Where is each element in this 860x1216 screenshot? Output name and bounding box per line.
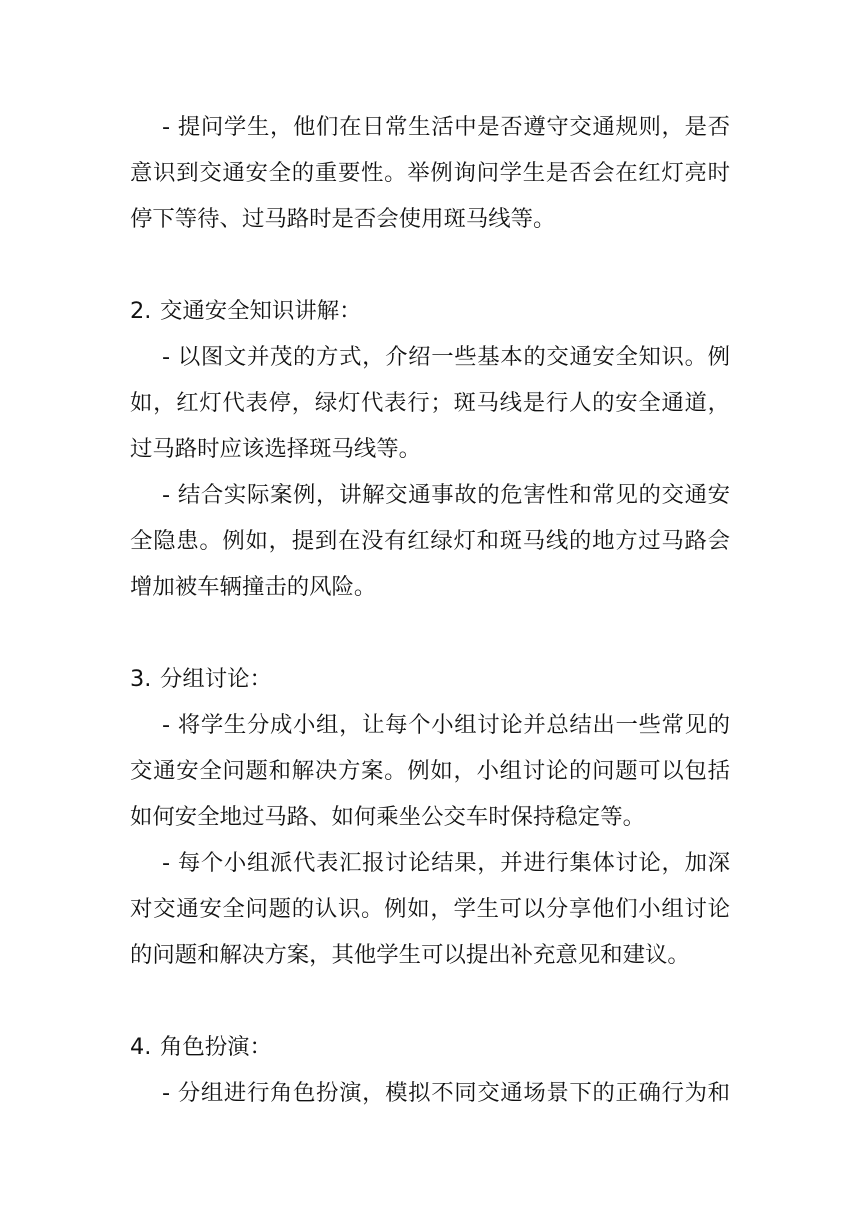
section-number: 2. [130, 298, 152, 324]
paragraph-gap [130, 242, 730, 288]
paragraph-gap [130, 610, 730, 656]
paragraph-line: - 将学生分成小组，让每个小组讨论并总结出一些常见的 [162, 712, 730, 738]
section-title: 角色扮演： [160, 1034, 272, 1060]
section-title: 交通安全知识讲解： [160, 298, 362, 324]
section-heading [130, 288, 730, 334]
paragraph-line: 过马路时应该选择斑马线等。 [130, 436, 422, 462]
paragraph-line: - 提问学生，他们在日常生活中是否遵守交通规则，是否 [162, 114, 730, 140]
paragraph-line: 停下等待、过马路时是否会使用斑马线等。 [130, 206, 556, 232]
section-heading [130, 656, 730, 702]
paragraph-line: - 每个小组派代表汇报讨论结果，并进行集体讨论，加深 [162, 850, 730, 876]
paragraph-line: - 结合实际案例，讲解交通事故的危害性和常见的交通安 [162, 482, 730, 508]
document-page [130, 104, 730, 1116]
paragraph-line: - 分组进行角色扮演，模拟不同交通场景下的正确行为和 [162, 1080, 730, 1106]
paragraph-line: 交通安全问题和解决方案。例如，小组讨论的问题可以包括 [130, 758, 730, 784]
paragraph-line: - 以图文并茂的方式，介绍一些基本的交通安全知识。例 [162, 344, 730, 370]
section-title: 分组讨论： [160, 666, 272, 692]
paragraph-line: 增加被车辆撞击的风险。 [130, 574, 377, 600]
section-number: 4. [130, 1034, 152, 1060]
section-heading [130, 1024, 730, 1070]
paragraph-line: 如，红灯代表停，绿灯代表行；斑马线是行人的安全通道， [130, 390, 730, 416]
paragraph-line: 全隐患。例如，提到在没有红绿灯和斑马线的地方过马路会 [130, 528, 730, 554]
section-number: 3. [130, 666, 152, 692]
paragraph-line: 的问题和解决方案，其他学生可以提出补充意见和建议。 [130, 942, 690, 968]
paragraph-line: 意识到交通安全的重要性。举例询问学生是否会在红灯亮时 [130, 160, 730, 186]
paragraph-line: 对交通安全问题的认识。例如，学生可以分享他们小组讨论 [130, 896, 730, 922]
paragraph-line: 如何安全地过马路、如何乘坐公交车时保持稳定等。 [130, 804, 645, 830]
paragraph-gap [130, 978, 730, 1024]
